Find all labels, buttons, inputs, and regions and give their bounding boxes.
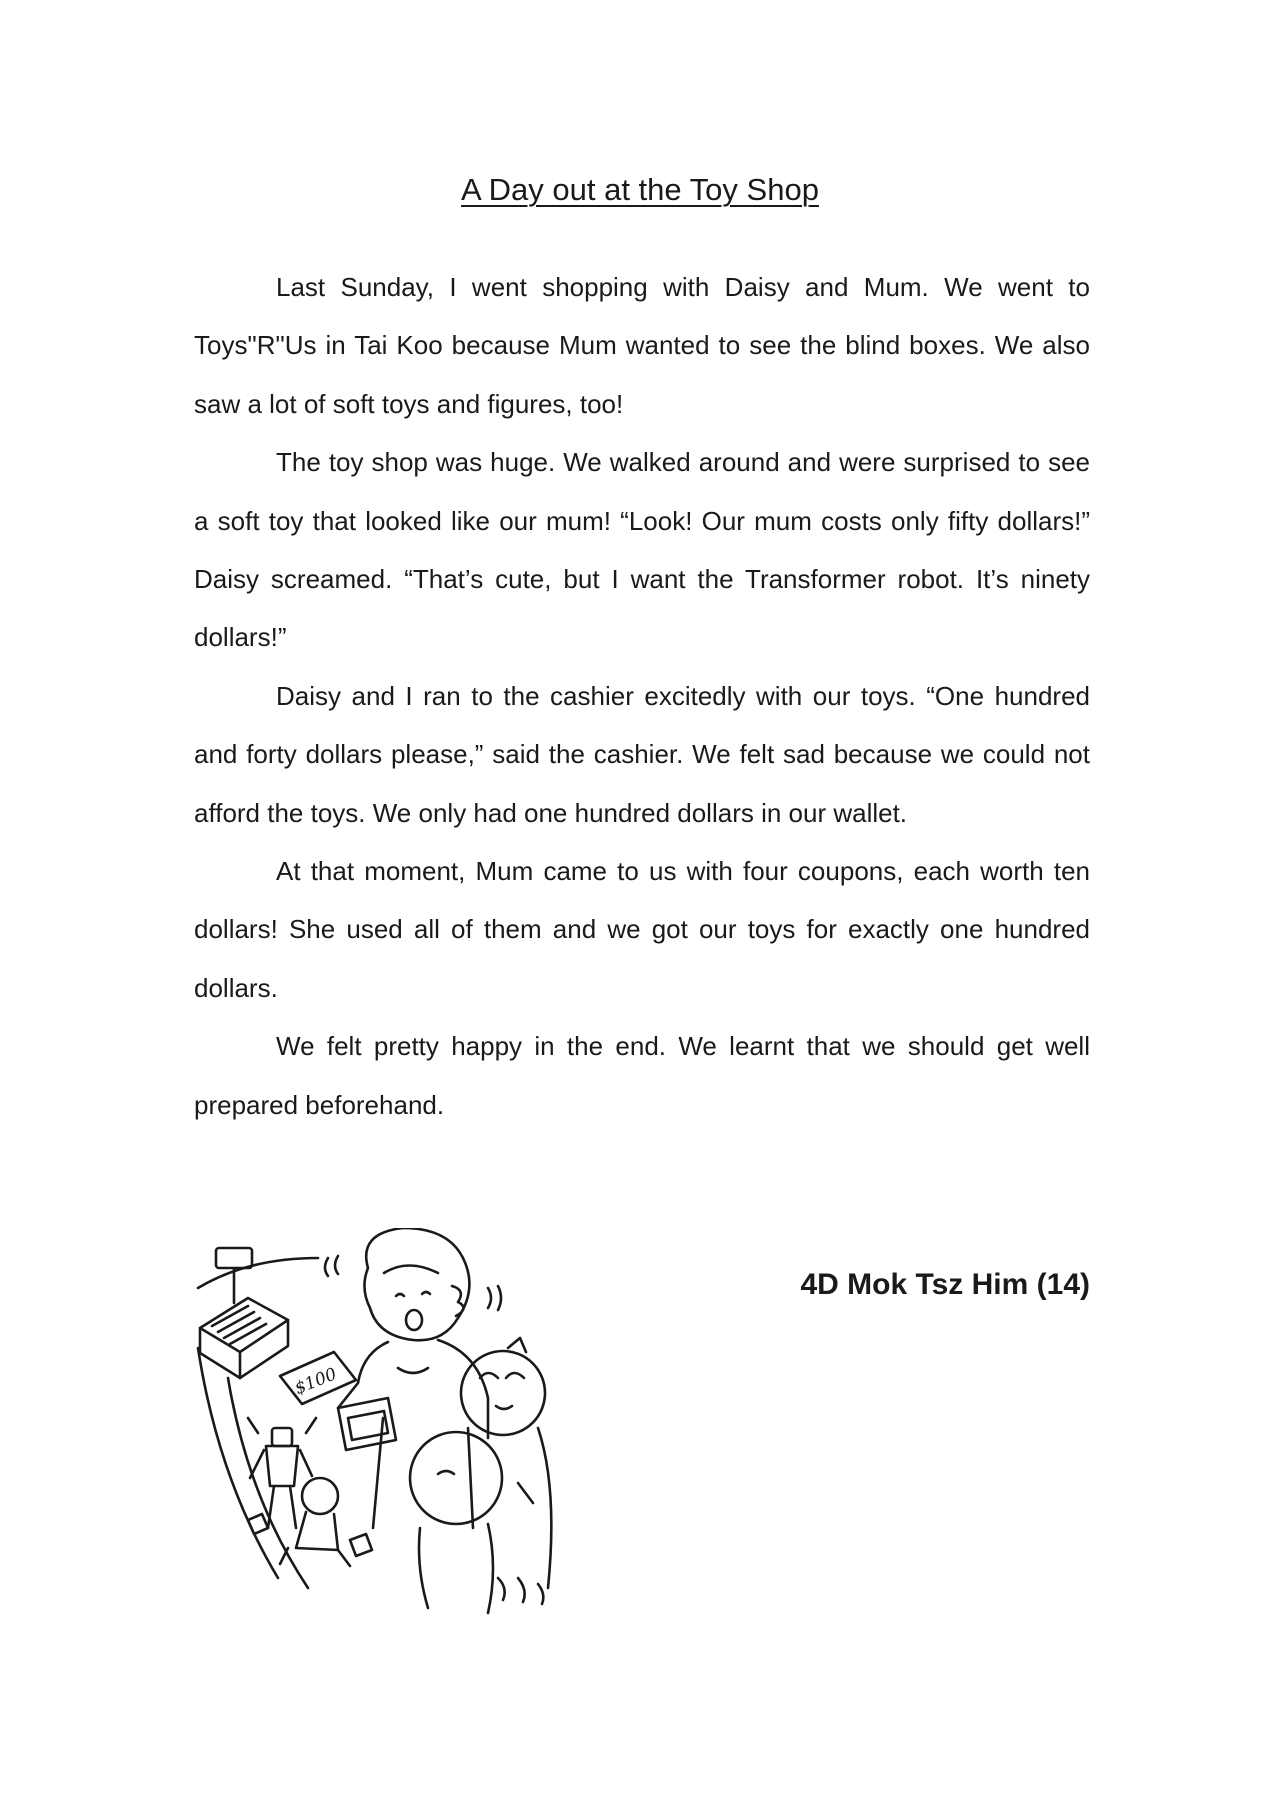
story-paragraph: Last Sunday, I went shopping with Daisy and Mum. We went to Toys"R"Us in Tai Koo because Mum wanted to see the blind boxes. We also saw a lot of soft toys and figures, too! [194,272,1090,419]
cashier-scene-illustration [188,1228,638,1618]
story-paragraph: We felt pretty happy in the end. We learnt that we should get well prepared beforehand. [194,1031,1090,1120]
story-paragraph: Daisy and I ran to the cashier excitedly with our toys. “One hundred and forty dollars please,” said the cashier. We felt sad because we could not afford the toys. We only had one hundred dollars in our wallet. [194,680,1090,828]
cash-register-drawing [200,1248,288,1378]
story-body [194,258,1090,1134]
author-credit: 4D Mok Tsz Him (14) [800,1268,1090,1301]
counter-drawing [198,1258,318,1588]
banknote-label: $100 [292,1364,340,1399]
wallet-drawing [338,1398,396,1450]
story-paragraph: The toy shop was huge. We walked around and were surprised to see a soft toy that looked like our mum! “Look! Our mum costs only fifty dollars!” Daisy screamed. “That’s cute, but I want the Transformer robot. It’s ninety dollars!” [194,447,1090,653]
mum-drawing [325,1228,501,1528]
story-paragraph: At that moment, Mum came to us with four coupons, each worth ten dollars! She used all of them and we got our toys for exactly one hundred dollars. [194,856,1090,1003]
banknote-drawing [280,1352,356,1404]
story-title: A Day out at the Toy Shop [461,172,819,207]
